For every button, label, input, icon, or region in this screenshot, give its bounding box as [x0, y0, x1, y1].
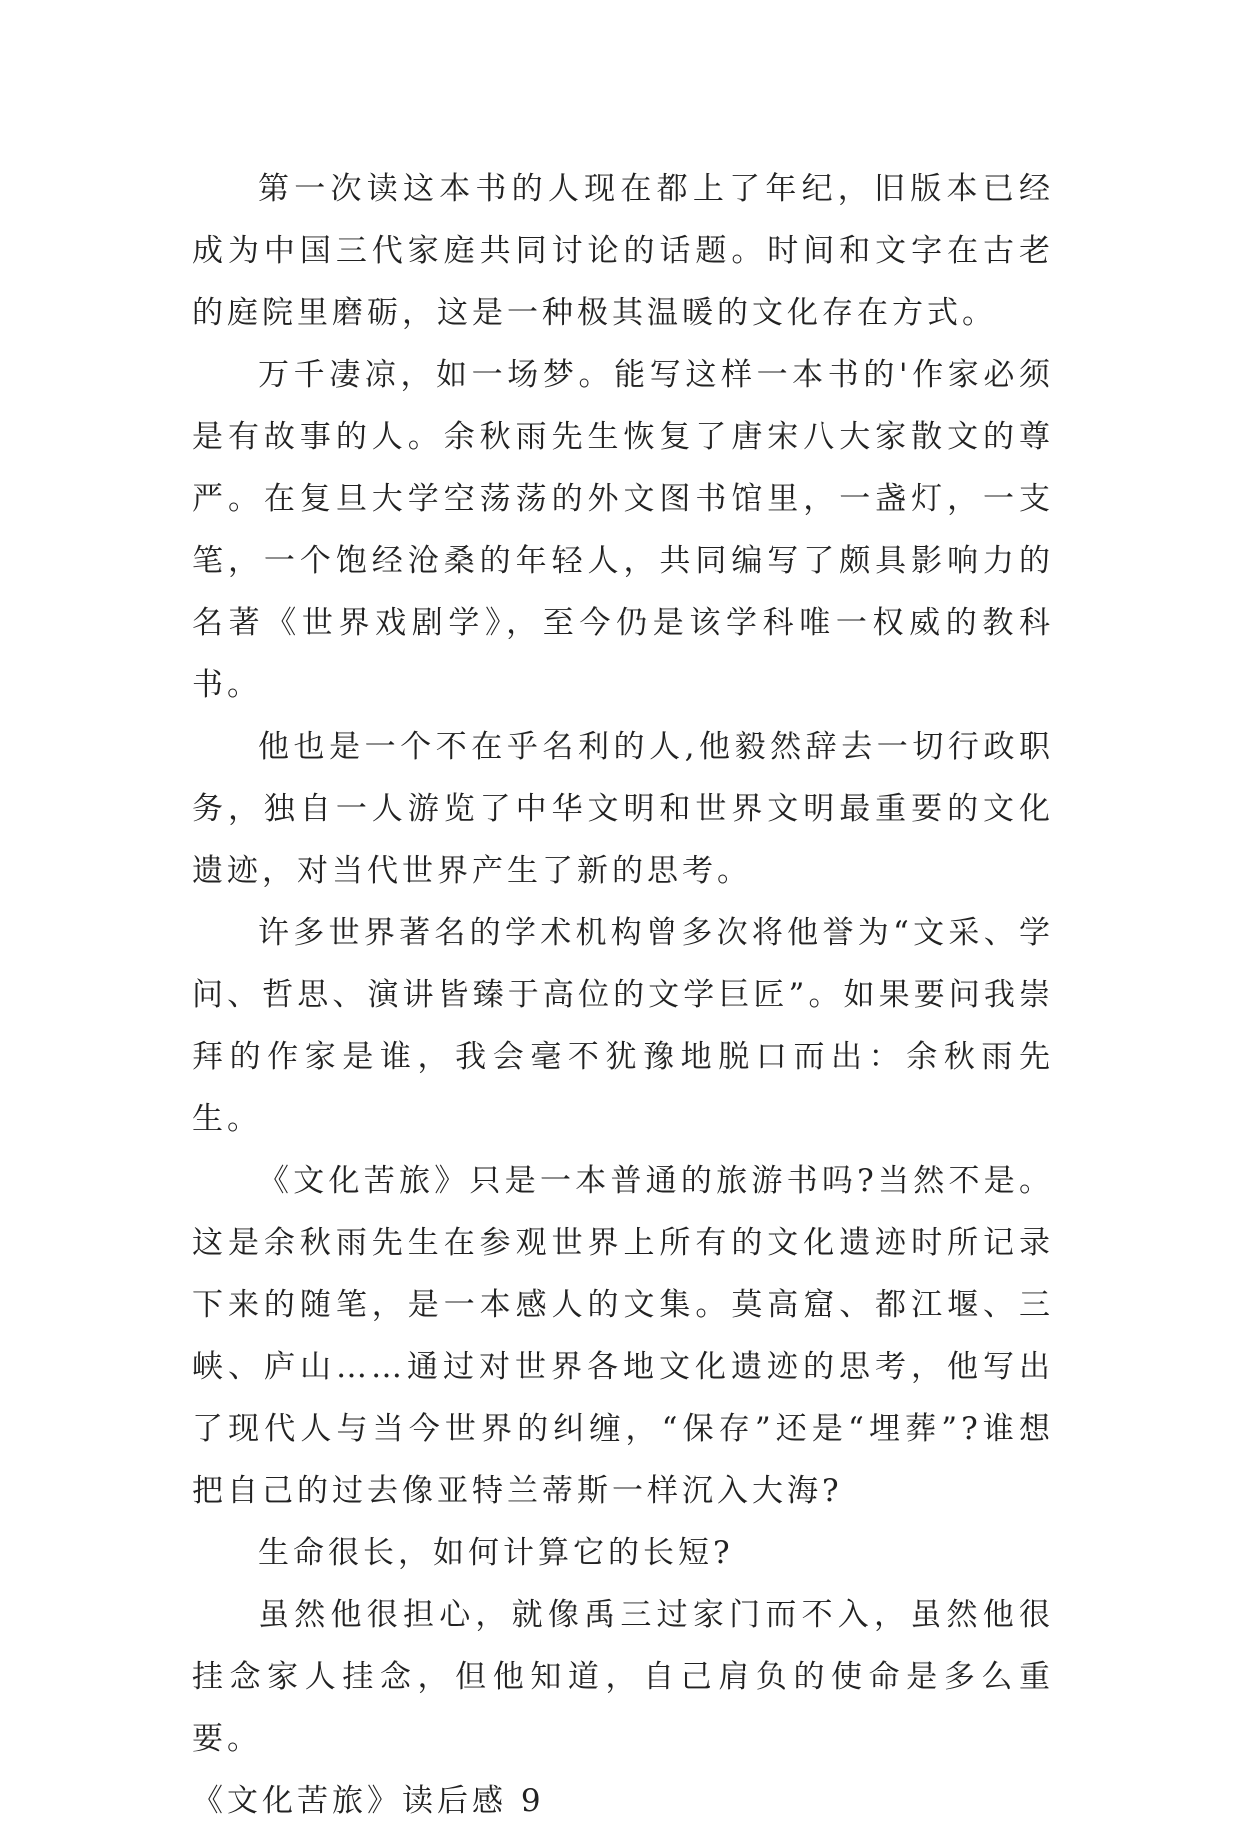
paragraph: 第一次读这本书的人现在都上了年纪，旧版本已经成为中国三代家庭共同讨论的话题。时间和文字在古老的庭院里磨砺，这是一种极其温暖的文化存在方式。 — [192, 171, 1054, 331]
paragraph: 他也是一个不在乎名利的人,他毅然辞去一切行政职务，独自一人游览了中华文明和世界文明最重要的文化遗迹，对当代世界产生了新的思考。 — [192, 729, 1054, 889]
paragraph: 虽然他很担心，就像禹三过家门而不入，虽然他很挂念家人挂念，但他知道，自己肩负的使命是多么重要。 — [192, 1597, 1054, 1757]
section-heading: 《文化苦旅》读后感 9 — [192, 1783, 545, 1819]
paragraph: 许多世界著名的学术机构曾多次将他誉为“文采、学问、哲思、演讲皆臻于高位的文学巨匠”。如果要问我崇拜的作家是谁，我会毫不犹豫地脱口而出：余秋雨先生。 — [192, 915, 1054, 1137]
document-body — [192, 158, 1054, 1832]
paragraph: 万千凄凉，如一场梦。能写这样一本书的'作家必须是有故事的人。余秋雨先生恢复了唐宋八大家散文的尊严。在复旦大学空荡荡的外文图书馆里，一盏灯，一支笔，一个饱经沧桑的年轻人，共同编写了颇具影响力的名著《世界戏剧学》，至今仍是该学科唯一权威的教科书。 — [192, 357, 1054, 703]
paragraph: 生命很长，如何计算它的长短? — [258, 1535, 734, 1571]
paragraph: 《文化苦旅》只是一本普通的旅游书吗?当然不是。这是余秋雨先生在参观世界上所有的文化遗迹时所记录下来的随笔，是一本感人的文集。莫高窟、都江堰、三峡、庐山……通过对世界各地文化遗迹的思考，他写出了现代人与当今世界的纠缠，“保存”还是“埋葬”?谁想把自己的过去像亚特兰蒂斯一样沉入大海? — [192, 1163, 1054, 1509]
